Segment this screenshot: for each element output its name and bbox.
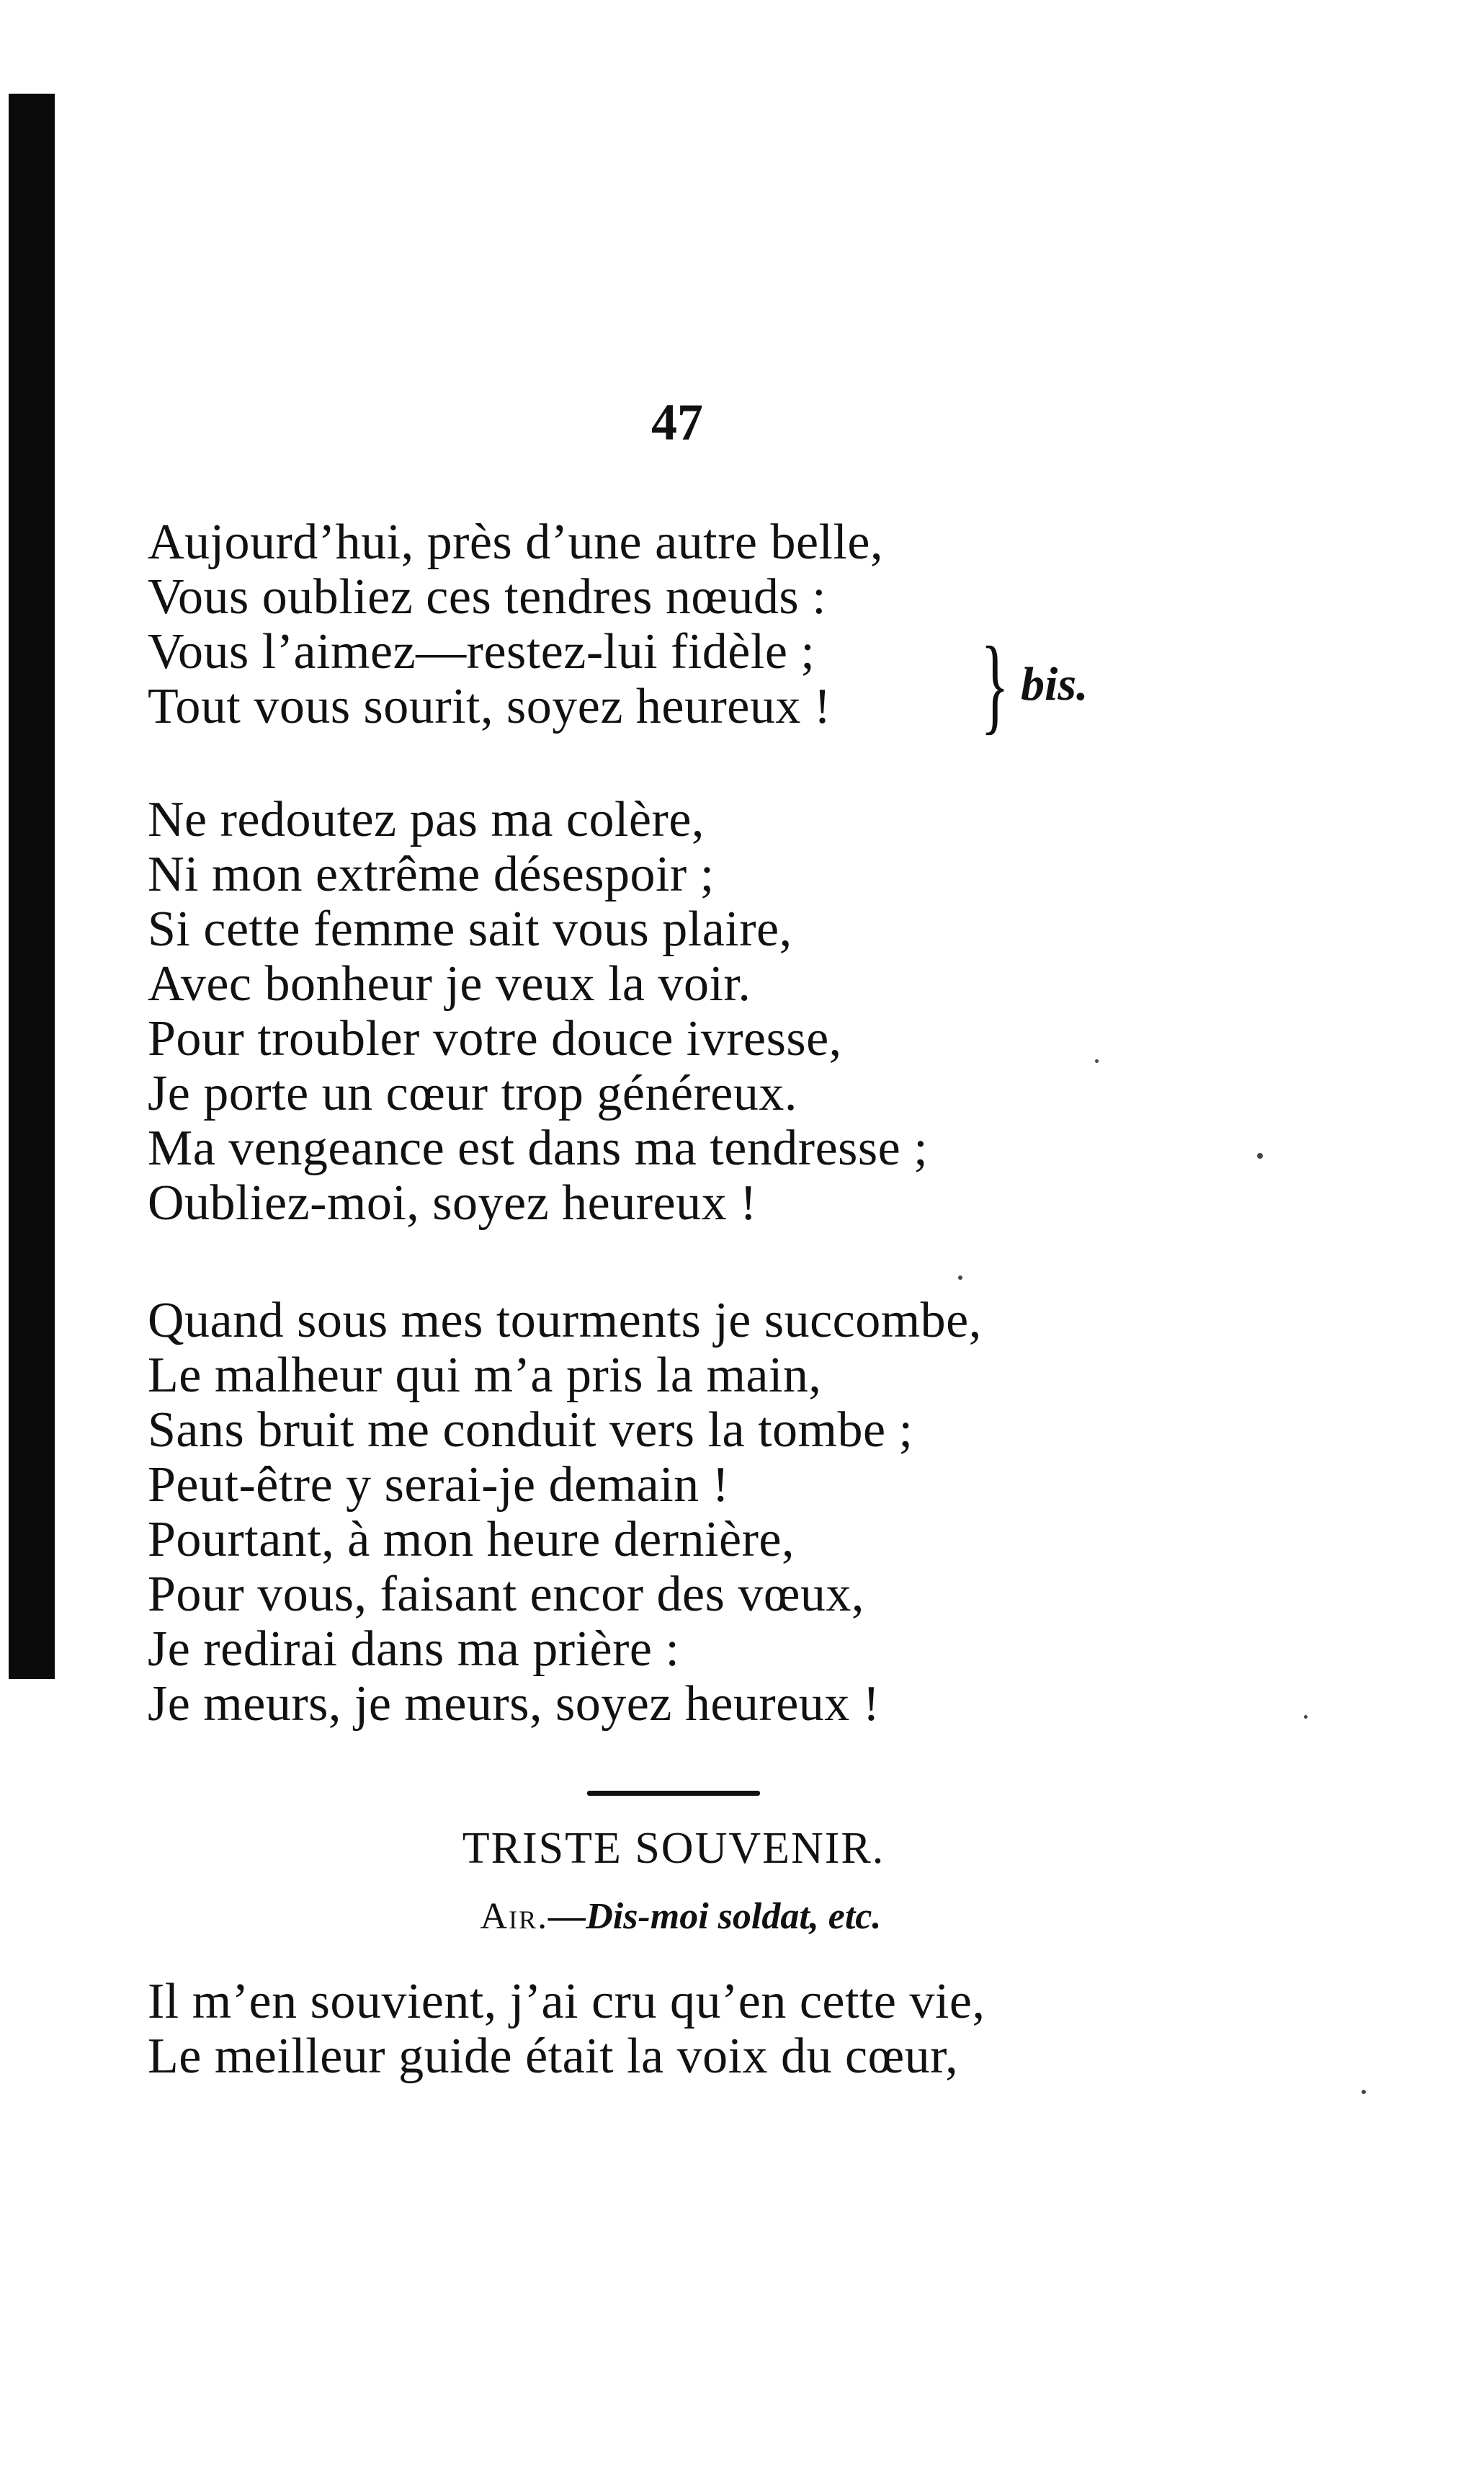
verse-line: Oubliez-moi, soyez heureux ! <box>148 1175 757 1231</box>
verse-line: Sans bruit me conduit vers la tombe ; <box>148 1402 913 1458</box>
verse-line: Si cette femme sait vous plaire, <box>148 901 792 957</box>
verse-line: Quand sous mes tourments je succombe, <box>148 1293 982 1348</box>
verse-line: Vous l’aimez—restez-lui fidèle ; <box>148 624 815 680</box>
verse-line: Le meilleur guide était la voix du cœur, <box>148 2029 959 2084</box>
verse-line: Ni mon extrême désespoir ; <box>148 847 715 902</box>
curly-brace-icon: } <box>980 625 1009 744</box>
verse-line: Il m’en souvient, j’ai cru qu’en cette vie, <box>148 1974 985 2029</box>
verse-line: Tout vous sourit, soyez heureux ! <box>148 679 831 734</box>
verse-line: Pour vous, faisant encor des vœux, <box>148 1567 864 1622</box>
stanza-3 <box>148 1294 982 1732</box>
verse-line: Pour troubler votre douce ivresse, <box>148 1011 842 1067</box>
scan-speck <box>1095 1059 1099 1063</box>
verse-line: Vous oubliez ces tendres nœuds : <box>148 569 827 625</box>
stanza-2 <box>148 793 928 1231</box>
verse-line: Ma vengeance est dans ma tendresse ; <box>148 1121 929 1176</box>
binding-edge-shadow <box>9 94 55 1679</box>
verse-line: Le malheur qui m’a pris la main, <box>148 1348 822 1403</box>
scan-speck <box>1362 2090 1366 2094</box>
stanza-4 <box>148 1974 985 2084</box>
verse-line: Aujourd’hui, près d’une autre belle, <box>148 515 884 570</box>
verse-line: Je meurs, je meurs, soyez heureux ! <box>148 1676 880 1732</box>
verse-line: Ne redoutez pas ma colère, <box>148 792 705 847</box>
air-tune: —Dis-moi soldat, etc. <box>548 1896 882 1937</box>
air-label: Air. <box>480 1896 549 1937</box>
verse-line: Je porte un cœur trop généreux. <box>148 1066 797 1121</box>
page-number: 47 <box>651 393 703 451</box>
scan-speck <box>1257 1153 1263 1159</box>
verse-line: Avec bonheur je veux la voir. <box>148 956 751 1012</box>
scan-speck <box>958 1275 962 1280</box>
section-divider <box>587 1791 760 1796</box>
verse-line: Peut-être y serai-je demain ! <box>148 1457 730 1513</box>
verse-line: Je redirai dans ma prière : <box>148 1621 680 1677</box>
scan-speck <box>1304 1715 1308 1719</box>
song-title: TRISTE SOUVENIR. <box>462 1824 885 1873</box>
repeat-marker <box>969 625 1089 744</box>
stanza-1 <box>148 515 883 734</box>
repeat-label: bis. <box>1021 658 1089 711</box>
air-indication <box>0 1895 1362 1938</box>
verse-line: Pourtant, à mon heure dernière, <box>148 1512 795 1567</box>
